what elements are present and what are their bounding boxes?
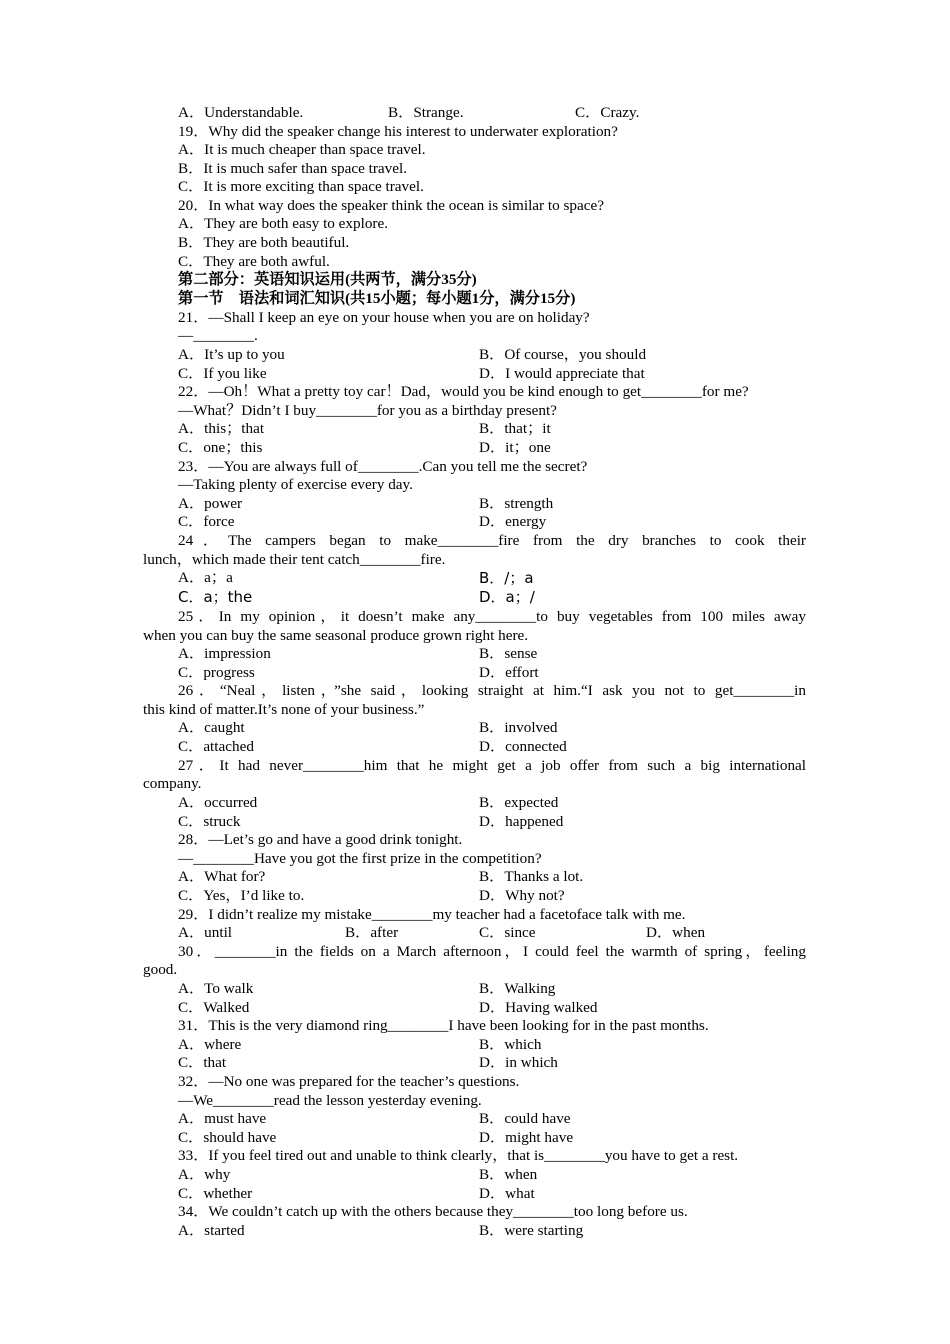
q28-option-d: D．Why not?: [479, 887, 565, 904]
q23-option-c: C．force: [178, 513, 235, 530]
q29-option-d: D．when: [646, 924, 706, 941]
q22-option-d: D．it；one: [479, 439, 551, 456]
q29-option-c: C．since: [479, 924, 536, 941]
q31-option-b: B．which: [479, 1036, 542, 1053]
q24-stem-line1: 24．The campers began to make________fire from the dry branches to cook their: [178, 532, 806, 549]
q22-option-a: A．this；that: [178, 420, 265, 437]
q21-option-d: D．I would appreciate that: [479, 365, 645, 382]
q24-option-d: D．a；/: [479, 588, 535, 606]
q21-stem: 21．—Shall I keep an eye on your house when you are on holiday?: [178, 309, 590, 326]
q26-stem-line2: this kind of matter.It’s none of your business.”: [143, 701, 425, 718]
q30-option-c: C．Walked: [178, 999, 250, 1016]
q29-option-a: A．until: [178, 924, 233, 941]
q29-option-b: B．after: [345, 924, 399, 941]
q25-option-c: C．progress: [178, 664, 255, 681]
q32-option-b: B．could have: [479, 1110, 571, 1127]
q30-stem-line2: good.: [143, 961, 178, 978]
q20-option-c: C．They are both awful.: [178, 253, 330, 270]
q23-reply: —Taking plenty of exercise every day.: [178, 476, 413, 493]
q21-option-b: B．Of course，you should: [479, 346, 647, 363]
q28-option-a: A．What for?: [178, 868, 266, 885]
q28-option-c: C．Yes，I’d like to.: [178, 887, 305, 904]
q33-option-c: C．whether: [178, 1185, 253, 1202]
q21-option-c: C．If you like: [178, 365, 267, 382]
q27-option-a: A．occurred: [178, 794, 258, 811]
q25-option-b: B．sense: [479, 645, 538, 662]
q20-option-a: A．They are both easy to explore.: [178, 215, 389, 232]
q32-reply: —We________read the lesson yesterday evening.: [178, 1092, 482, 1109]
q26-stem-line1: 26．“Neal，listen，”she said，looking straight at him.“I ask you not to get________in: [178, 682, 806, 699]
q28-reply: —________Have you got the first prize in the competition?: [178, 850, 542, 867]
q19-stem: 19．Why did the speaker change his interest to underwater exploration?: [178, 123, 618, 140]
q22-reply: —What？Didn’t I buy________for you as a birthday present?: [178, 402, 557, 419]
q22-option-b: B．that；it: [479, 420, 551, 437]
q18-option-c: C．Crazy.: [575, 104, 640, 121]
q25-option-d: D．effort: [479, 664, 539, 681]
q22-option-c: C．one；this: [178, 439, 263, 456]
q32-option-a: A．must have: [178, 1110, 267, 1127]
q27-option-d: D．happened: [479, 813, 564, 830]
section1-heading: 第一节 语法和词汇知识(共15小题；每小题1分，满分15分): [178, 290, 576, 307]
q23-stem: 23．—You are always full of________.Can you tell me the secret?: [178, 458, 588, 475]
q33-option-b: B．when: [479, 1166, 538, 1183]
q26-option-c: C．attached: [178, 738, 254, 755]
q32-option-d: D．might have: [479, 1129, 574, 1146]
q18-option-b: B．Strange.: [388, 104, 464, 121]
q19-option-c: C．It is more exciting than space travel.: [178, 178, 424, 195]
q27-stem-line1: 27．It had never________him that he might get a job offer from such a big international: [178, 757, 806, 774]
q22-stem: 22．—Oh！What a pretty toy car！Dad，would you be kind enough to get________for me?: [178, 383, 749, 400]
q24-stem-line2: lunch，which made their tent catch________fire.: [143, 551, 446, 568]
q25-option-a: A．impression: [178, 645, 271, 662]
q27-stem-line2: company.: [143, 775, 202, 792]
q29-stem: 29．I didn’t realize my mistake________my teacher had a facetoface talk with me.: [178, 906, 686, 923]
q20-stem: 20．In what way does the speaker think the ocean is similar to space?: [178, 197, 604, 214]
q26-option-b: B．involved: [479, 719, 558, 736]
q24-option-b: B．/；a: [479, 569, 534, 587]
q28-option-b: B．Thanks a lot.: [479, 868, 584, 885]
q23-option-b: B．strength: [479, 495, 554, 512]
q33-option-a: A．why: [178, 1166, 231, 1183]
q34-option-a: A．started: [178, 1222, 245, 1239]
q30-option-a: A．To walk: [178, 980, 254, 997]
q30-option-d: D．Having walked: [479, 999, 598, 1016]
q31-option-c: C．that: [178, 1054, 227, 1071]
q32-stem: 32．—No one was prepared for the teacher’s questions.: [178, 1073, 520, 1090]
q19-option-b: B．It is much safer than space travel.: [178, 160, 407, 177]
q31-stem: 31．This is the very diamond ring________I have been looking for in the past months.: [178, 1017, 709, 1034]
q27-option-c: C．struck: [178, 813, 241, 830]
q34-option-b: B．were starting: [479, 1222, 584, 1239]
q19-option-a: A．It is much cheaper than space travel.: [178, 141, 426, 158]
q24-option-a: A．a；a: [178, 569, 233, 586]
q25-stem-line1: 25．In my opinion，it doesn’t make any________to buy vegetables from 100 miles away: [178, 608, 806, 625]
q31-option-d: D．in which: [479, 1054, 558, 1071]
q23-option-d: D．energy: [479, 513, 547, 530]
q25-stem-line2: when you can buy the same seasonal produce grown right here.: [143, 627, 529, 644]
q33-option-d: D．what: [479, 1185, 535, 1202]
q26-option-a: A．caught: [178, 719, 245, 736]
q20-option-b: B．They are both beautiful.: [178, 234, 350, 251]
q30-stem-line1: 30．________in the fields on a March afternoon，I could feel the warmth of spring，feeling: [178, 943, 806, 960]
q24-option-c: C．a；the: [178, 588, 253, 606]
q31-option-a: A．where: [178, 1036, 242, 1053]
q26-option-d: D．connected: [479, 738, 567, 755]
q21-reply: —________.: [178, 327, 258, 344]
q33-stem: 33．If you feel tired out and unable to think clearly，that is________you have to get a rest.: [178, 1147, 739, 1164]
q21-option-a: A．It’s up to you: [178, 346, 285, 363]
q34-stem: 34．We couldn’t catch up with the others because they________too long before us.: [178, 1203, 688, 1220]
q27-option-b: B．expected: [479, 794, 559, 811]
q30-option-b: B．Walking: [479, 980, 556, 997]
q28-stem: 28．—Let’s go and have a good drink tonight.: [178, 831, 463, 848]
q23-option-a: A．power: [178, 495, 243, 512]
q18-option-a: A．Understandable.: [178, 104, 304, 121]
q32-option-c: C．should have: [178, 1129, 277, 1146]
part2-heading: 第二部分：英语知识运用(共两节，满分35分): [178, 271, 477, 288]
